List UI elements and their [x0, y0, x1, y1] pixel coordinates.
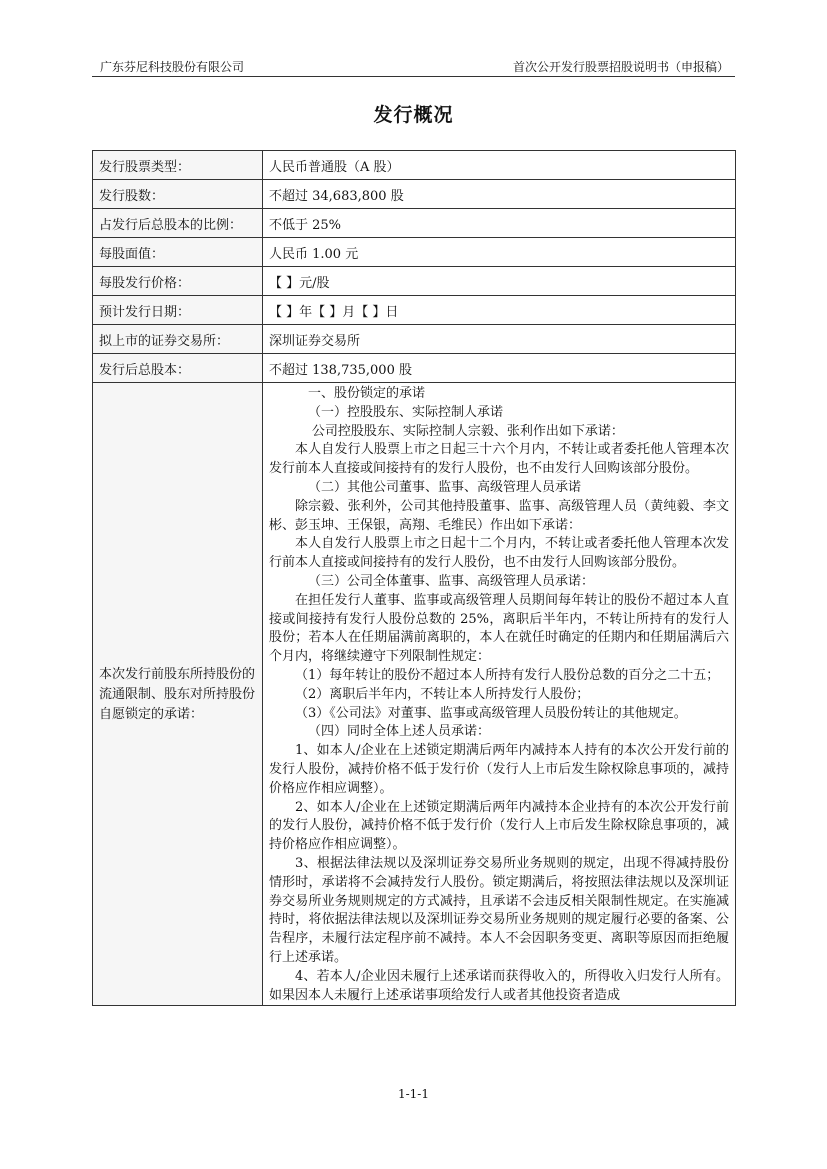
- lockup-commitments: [263, 383, 736, 1006]
- row-value: 人民币普通股（A 股）: [263, 151, 736, 180]
- row-label: 发行股票类型：: [93, 151, 263, 180]
- list-item: 2、如本人/企业在上述锁定期满后两年内减持本企业持有的本次公开发行前的发行人股份，减持价格不低于发行价（发行人上市后发生除权除息事项的，减持价格应作相应调整）。: [269, 799, 729, 853]
- list-item: （1）每年转让的股份不超过本人所持有发行人股份总数的百分之二十五；: [295, 667, 720, 683]
- list-item: 4、若本人/企业因未履行上述承诺而获得收入的，所得收入归发行人所有。如果因本人未履行上述承诺事项给发行人或者其他投资者造成: [269, 968, 729, 1003]
- paragraph: 本人自发行人股票上市之日起十二个月内，不转让或者委托他人管理本次发行前本人直接或间接持有的发行人股份，也不由发行人回购该部分股份。: [269, 536, 729, 571]
- header-company: 广东芬尼科技股份有限公司: [100, 60, 245, 74]
- running-header: [92, 54, 735, 77]
- subsection-heading: （四）同时全体上述人员承诺：: [308, 724, 491, 740]
- row-value: 【 】元/股: [263, 267, 736, 296]
- table-row: [93, 238, 736, 267]
- table-row: [93, 209, 736, 238]
- row-label: 预计发行日期：: [93, 296, 263, 325]
- row-label: 每股发行价格：: [93, 267, 263, 296]
- paragraph: 除宗毅、张利外，公司其他持股董事、监事、高级管理人员（黄纯毅、李文彬、彭玉坤、王保银，高翔、毛维民）作出如下承诺：: [269, 498, 729, 533]
- paragraph: 在担任发行人董事、监事或高级管理人员期间每年转让的股份不超过本人直接或间接持有发行人股份总数的 25%，离职后半年内，不转让所持有的发行人股份；若本人在任期届满前离职的，本人在就任时确定的任期内和任期届满后六个月内，将继续遵守下列限制性规定：: [269, 592, 729, 665]
- section-heading: 一、股份锁定的承诺: [308, 386, 426, 401]
- row-label: 占发行后总股本的比例：: [93, 209, 263, 238]
- subsection-heading: （一）控股股东、实际控制人承诺: [308, 404, 504, 420]
- row-value: 不低于 25%: [263, 209, 736, 238]
- row-label: 拟上市的证券交易所：: [93, 325, 263, 354]
- page-number: 1-1-1: [397, 1087, 429, 1101]
- lockup-label: 本次发行前股东所持股份的流通限制、股东对所持股份自愿锁定的承诺：: [93, 383, 263, 1006]
- offering-overview-table: [92, 150, 736, 1006]
- lockup-row: [93, 383, 736, 1006]
- table-row: [93, 354, 736, 383]
- row-label: 发行后总股本：: [93, 354, 263, 383]
- list-item: （3）《公司法》对董事、监事或高级管理人员股份转让的其他规定。: [295, 705, 687, 721]
- table-row: [93, 267, 736, 296]
- subsection-heading: （二）其他公司董事、监事、高级管理人员承诺: [308, 479, 582, 495]
- header-document-title: 首次公开发行股票招股说明书（申报稿）: [512, 60, 729, 74]
- paragraph: 公司控股股东、实际控制人宗毅、张利作出如下承诺：: [311, 423, 624, 439]
- subsection-heading: （三）公司全体董事、监事、高级管理人员承诺：: [308, 573, 595, 589]
- page-title: 发行概况: [373, 104, 454, 126]
- list-item: （2）离职后半年内，不转让本人所持发行人股份；: [295, 686, 590, 702]
- row-value: 不超过 34,683,800 股: [263, 180, 736, 209]
- row-value: 人民币 1.00 元: [263, 238, 736, 267]
- table-row: [93, 325, 736, 354]
- table-row: [93, 180, 736, 209]
- table-row: [93, 151, 736, 180]
- row-value: 【 】年【 】月【 】日: [263, 296, 736, 325]
- list-item: 1、如本人/企业在上述锁定期满后两年内减持本人持有的本次公开发行前的发行人股份，减持价格不低于发行价（发行人上市后发生除权除息事项的，减持价格应作相应调整）。: [269, 743, 729, 796]
- row-value: 不超过 138,735,000 股: [263, 354, 736, 383]
- table-row: [93, 296, 736, 325]
- row-value: 深圳证券交易所: [263, 325, 736, 354]
- paragraph: 本人自发行人股票上市之日起三十六个月内，不转让或者委托他人管理本次发行前本人直接或间接持有的发行人股份，也不由发行人回购该部分股份。: [269, 442, 729, 477]
- row-label: 发行股数：: [93, 180, 263, 209]
- list-item: 3、根据法律法规以及深圳证券交易所业务规则的规定，出现不得减持股份情形时，承诺将不会减持发行人股份。锁定期满后，将按照法律法规以及深圳证券交易所业务规则规定的方式减持，且承诺不会违反相关限制性规定。在实施减持时，将依据法律法规以及深圳证券交易所业务规则的规定履行必要的备案、公告程序，未履行法定程序前不减持。本人不会因职务变更、离职等原因而拒绝履行上述承诺。: [269, 855, 729, 965]
- row-label: 每股面值：: [93, 238, 263, 267]
